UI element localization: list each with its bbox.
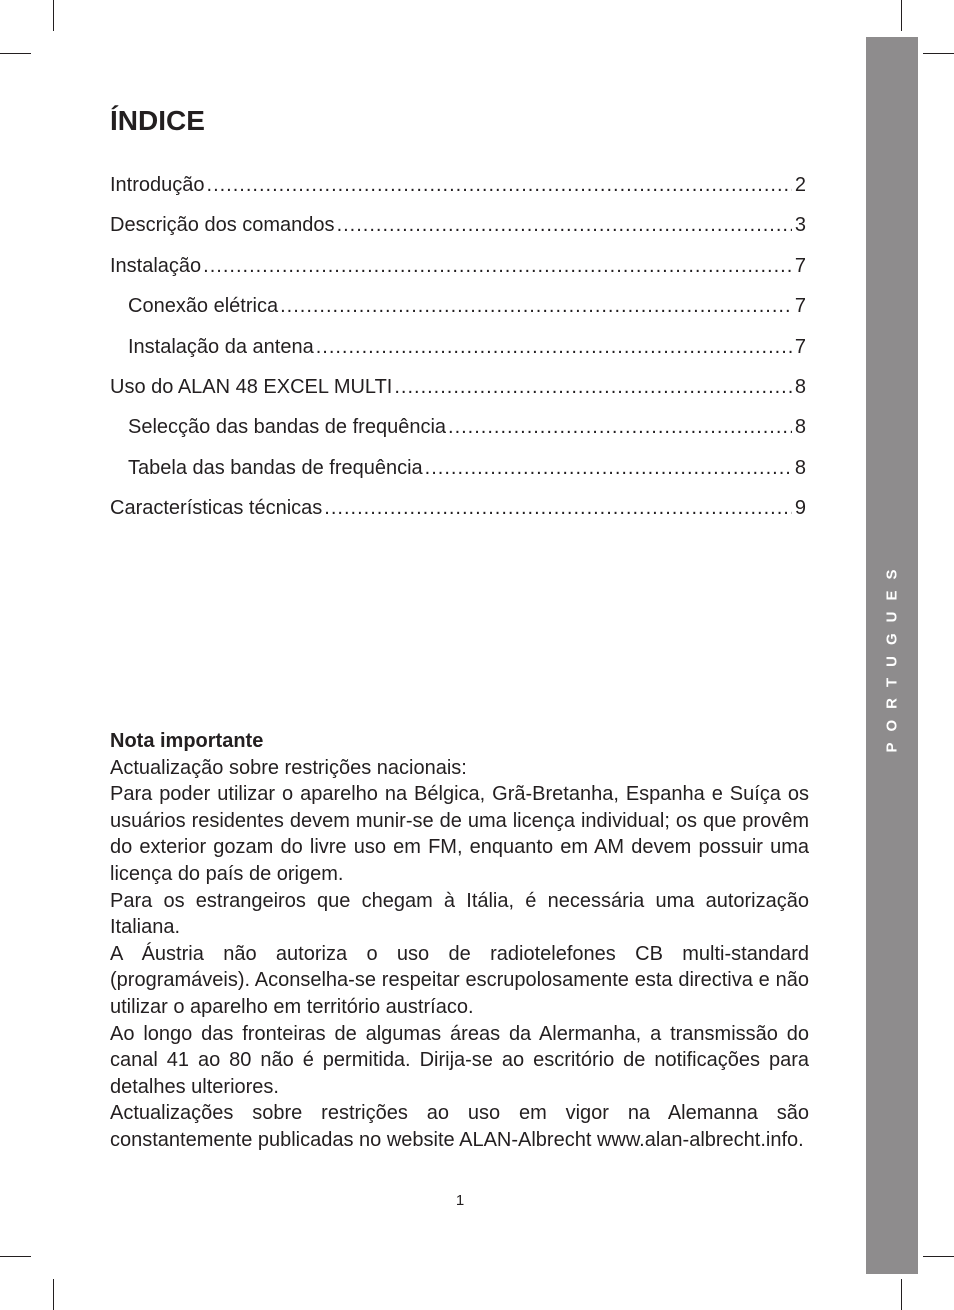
language-tab-label: PORTUGUES	[883, 557, 901, 753]
toc-dot-leader	[425, 454, 792, 482]
toc-entry-page: 7	[794, 295, 806, 318]
crop-mark	[0, 53, 31, 54]
toc-entry[interactable]	[110, 373, 806, 413]
crop-mark	[923, 53, 954, 54]
toc-entry-page: 7	[794, 335, 806, 358]
toc-entry-label: Descrição dos comandos	[110, 214, 335, 237]
toc-entry-label: Conexão elétrica	[128, 295, 279, 318]
toc-entry[interactable]	[110, 171, 806, 211]
toc-entry-page: 2	[794, 174, 806, 196]
language-tab-label-wrap	[866, 555, 918, 755]
crop-mark	[923, 1256, 954, 1257]
note-paragraph: Actualização sobre restrições nacionais:	[110, 756, 467, 779]
toc-entry-page: 8	[794, 416, 806, 439]
toc-entry-label: Uso do ALAN 48 EXCEL MULTI	[110, 375, 393, 398]
toc-entry-label: Tabela das bandas de frequência	[128, 456, 423, 479]
toc-dot-leader	[203, 252, 792, 280]
toc-subentry[interactable]	[110, 292, 806, 332]
toc-dot-leader	[448, 413, 792, 441]
toc-entry-label: Selecção das bandas de frequência	[128, 416, 447, 439]
crop-mark	[53, 1279, 54, 1310]
toc-entry-label: Introdução	[110, 174, 205, 196]
crop-mark	[53, 0, 54, 31]
toc-entry[interactable]	[110, 494, 806, 534]
toc-dot-leader	[324, 494, 792, 522]
table-of-contents	[110, 171, 806, 535]
toc-entry-page: 8	[794, 375, 806, 398]
toc-subentry[interactable]	[110, 454, 806, 494]
important-note	[110, 728, 809, 1154]
toc-entry[interactable]	[110, 252, 806, 292]
toc-entry-page: 7	[794, 254, 806, 277]
toc-entry-label: Características técnicas	[110, 497, 323, 520]
crop-mark	[901, 0, 902, 31]
toc-entry-page: 9	[794, 497, 806, 520]
toc-entry-label: Instalação	[110, 254, 202, 277]
index-title: ÍNDICE	[110, 105, 205, 136]
toc-subentry[interactable]	[110, 413, 806, 453]
toc-dot-leader	[394, 373, 792, 401]
note-paragraph: A Áustria não autoriza o uso de radiotelefones CB multi-standard (programáveis). Aconselha-se respeitar escrupolosamente esta directiva e não utilizar o aparelho em território austríaco.	[110, 942, 809, 1018]
note-paragraph: Ao longo das fronteiras de algumas áreas da Alermanha, a transmissão do canal 41 ao 80 não é permitida. Dirija-se ao escritório de notificações para detalhes ulteriores.	[110, 1022, 809, 1098]
note-paragraph: Actualizações sobre restrições ao uso em vigor na Alemanna são constantemente publicadas no website ALAN-Albrecht www.alan-albrecht.info.	[110, 1102, 809, 1151]
toc-entry-page: 8	[794, 456, 806, 479]
toc-dot-leader	[316, 333, 792, 361]
note-paragraph: Para os estrangeiros que chegam à Itália, é necessária uma autorização Italiana.	[110, 889, 809, 939]
toc-dot-leader	[280, 292, 792, 320]
toc-dot-leader	[337, 211, 792, 239]
page-number: 1	[455, 1192, 465, 1209]
note-title: Nota importante	[110, 730, 264, 752]
crop-mark	[901, 1279, 902, 1310]
note-paragraph: Para poder utilizar o aparelho na Bélgica, Grã-Bretanha, Espanha e Suíça os usuários residentes devem munir-se de uma licença individual; os que provêm do exterior gozam do livre uso em FM, enquanto em AM devem possuir uma licença do país de origem.	[110, 783, 809, 885]
crop-mark	[0, 1256, 31, 1257]
toc-dot-leader	[207, 171, 792, 199]
toc-entry-label: Instalação da antena	[128, 335, 314, 358]
toc-entry[interactable]	[110, 211, 806, 251]
toc-entry-page: 3	[794, 214, 806, 237]
toc-subentry[interactable]	[110, 333, 806, 373]
